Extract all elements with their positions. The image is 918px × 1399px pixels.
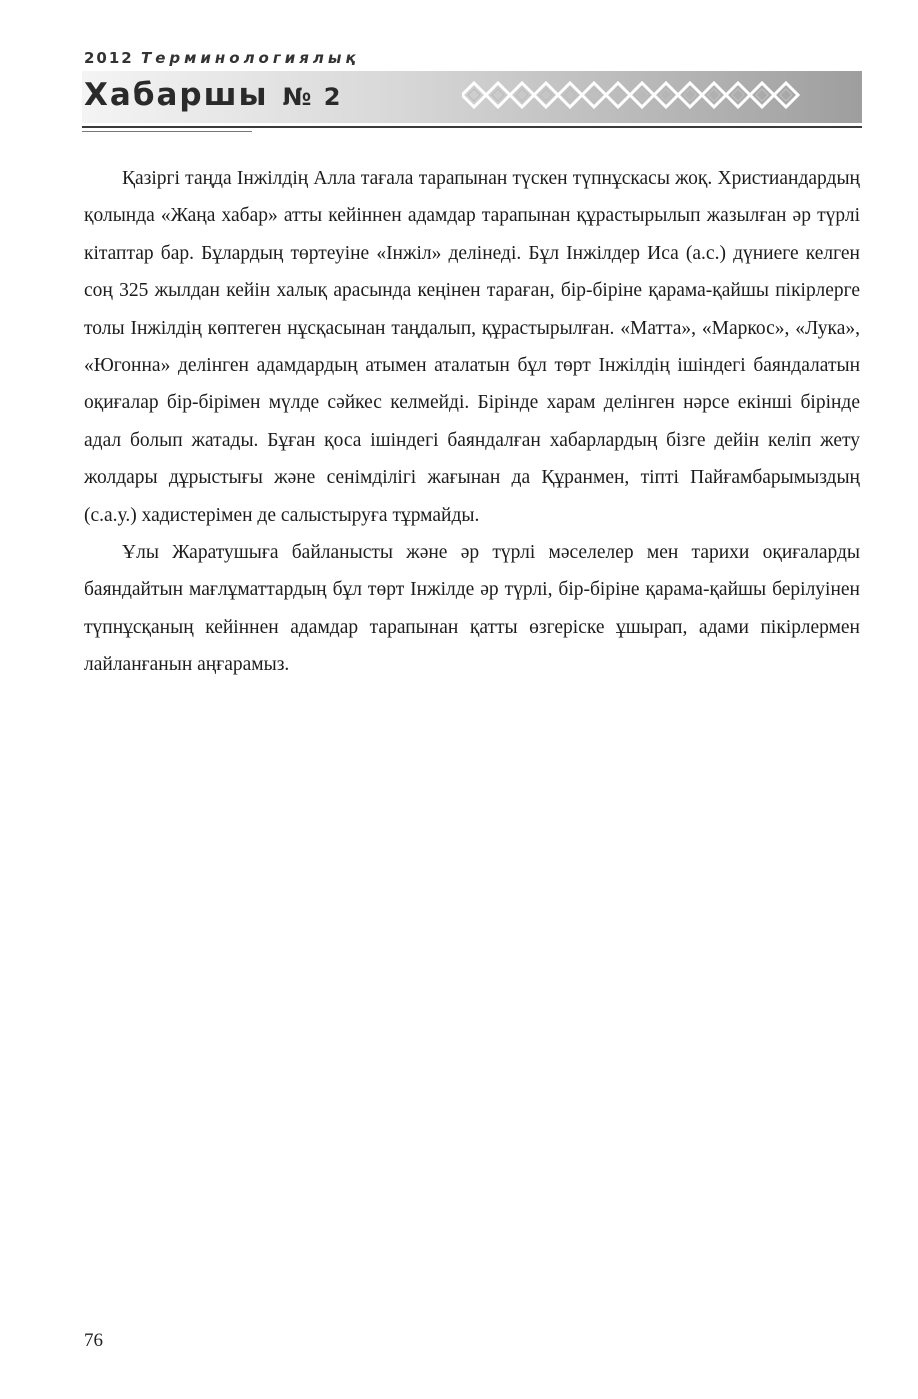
- article-body: [84, 160, 860, 684]
- header-journal-word: Терминологиялық: [140, 49, 360, 67]
- ornament-icon: [462, 78, 802, 112]
- page-number: 76: [84, 1330, 103, 1351]
- header-title-line: [84, 77, 342, 113]
- header-year-line: [84, 49, 360, 67]
- header-title: Хабаршы: [84, 77, 269, 113]
- header-issue: № 2: [282, 83, 343, 111]
- header-subrule: [82, 131, 252, 132]
- paragraph-1: Қазіргі таңда Інжілдің Алла тағала тарапынан түскен түпнұскасы жоқ. Христиандардың қолында «Жаңа хабар» атты кейіннен адамдар тарапынан құрастырылып жазылған әр түрлі кітаптар бар. Бұлардың төртеуіне «Інжіл» делінеді. Бұл Інжілдер Иса (а.с.) дүниеге келген соң 325 жылдан кейін халық арасында кеңінен тараған, бір-біріне қарама-қайшы пікірлерге толы Інжілдің көптеген нұсқасынан таңдалып, құрастырылған. «Матта», «Маркос», «Лука», «Югонна» делінген адамдардың атымен аталатын бұл төрт Інжілдің ішіндегі баяндалатын оқиғалар бір-бірімен мүлде сәйкес келмейді. Бірінде харам делінген нәрсе екінші бірінде адал болып жатады. Бұған қоса ішіндегі баяндалған хабарлардың бізге дейін келіп жету жолдары дұрыстығы және сенімділігі жағынан да Құранмен, тіпті Пайғамбарымыздың (с.а.у.) хадистерімен де салыстыруға тұрмайды.: [84, 168, 860, 526]
- paragraph-2: Ұлы Жаратушыға байланысты және әр түрлі мәселелер мен тарихи оқиғаларды баяндайтын мағлұматтардың бұл төрт Інжілде әр түрлі, бір-біріне қарама-қайшы берілуінен түпнұсқаның кейіннен адамдар тарапынан қатты өзгеріске ұшырап, адами пікірлермен лайланғанын аңғарамыз.: [84, 542, 860, 676]
- header-year: 2012: [84, 49, 134, 67]
- header-rule: [82, 126, 862, 128]
